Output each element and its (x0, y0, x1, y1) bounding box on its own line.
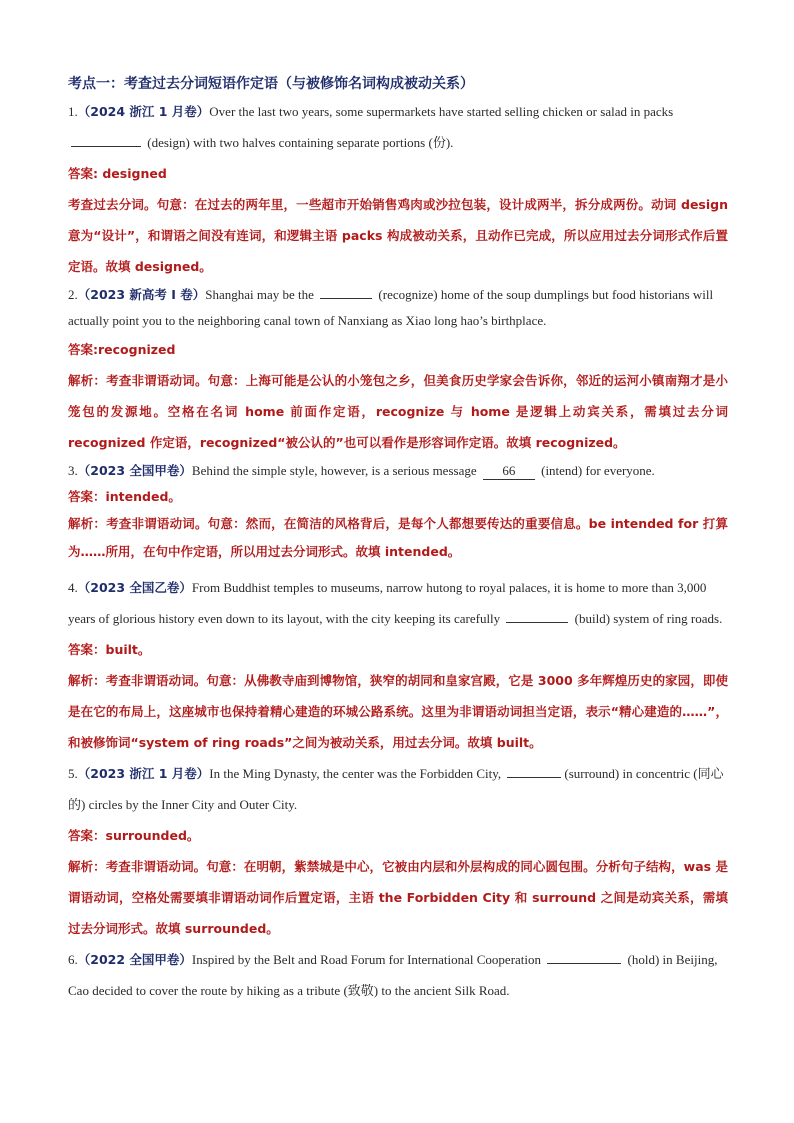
question-number: 4. (68, 580, 78, 595)
question-source: （2023 全国乙卷） (77, 580, 192, 595)
question-text: In the Ming Dynasty, the center was the Forbidden City, (209, 766, 502, 781)
question-text: Behind the simple style, however, is a serious message (191, 463, 477, 478)
question-text: From Buddhist temples to museums, narrow hutong to royal palaces, it is home to more than 3,000 years of glorious history even down to its layout, with the city keeping its carefully (68, 580, 707, 626)
question-number: 3. (68, 463, 78, 478)
answer-blank[interactable] (507, 777, 561, 778)
question-text: (recognize) home of the soup dumplings but food historians will actually point you to the neighboring canal town of Nanxiang as Xiao long hao’s birthplace. (68, 287, 714, 328)
question-text: (build) system of ring roads. (574, 611, 723, 626)
answer-blank[interactable] (320, 298, 372, 299)
question-text: (intend) for everyone. (541, 463, 655, 478)
question-text: Inspired by the Belt and Road Forum for International Cooperation (191, 952, 542, 967)
question-2 (68, 282, 728, 334)
answer-line: 答案: designed (68, 166, 167, 181)
question-5 (68, 758, 728, 820)
explanation: 解析：考查非谓语动词。句意：上海可能是公认的小笼包之乡，但美食历史学家会告诉你，邻近的运河小镇南翔才是小笼包的发源地。空格在名词 home 前面作定语，recognize 与 home 是逻辑上动宾关系，需填过去分词 recognized 作定语，recognized“被公认的”也可以看作是形容词作定语。故填 recognized。 (68, 373, 728, 450)
question-text: Shanghai may be the (205, 287, 314, 302)
section-heading: 考点一：考查过去分词短语作定语（与被修饰名词构成被动关系） (68, 76, 474, 92)
answer-line: 答案：intended。 (68, 489, 181, 504)
question-source: （2023 浙江 1 月卷） (77, 766, 210, 781)
content-area (68, 74, 728, 1006)
explanation: 解析：考查非谓语动词。句意：在明朝，紫禁城是中心，它被由内层和外层构成的同心圆包围。分析句子结构，was 是谓语动词，空格处需要填非谓语动词作后置定语，主语 the Forbidden City 和 surround 之间是动宾关系，需填过去分词形式。故填 surrounded。 (68, 859, 728, 936)
question-source: （2024 浙江 1 月卷） (77, 104, 210, 119)
explanation: 考查过去分词。句意：在过去的两年里，一些超市开始销售鸡肉或沙拉包装，设计成两半，拆分成两份。动词 design 意为“设计”，和谓语之间没有连词，和逻辑主语 packs 构成被动关系，且动作已完成，所以应用过去分词形式作后置定语。故填 designed。 (68, 197, 728, 274)
question-text: (hold) in Beijing, Cao decided to cover the route by hiking as a tribute (致敬) to the ancient Silk Road. (68, 952, 718, 998)
question-source: （2023 全国甲卷） (77, 463, 192, 478)
question-text: (surround) in concentric (同心的) circles by the Inner City and Outer City. (68, 766, 724, 812)
answer-line: 答案:recognized (68, 342, 176, 357)
question-text: (design) with two halves containing separate portions (份). (147, 135, 454, 150)
question-source: （2022 全国甲卷） (77, 952, 192, 967)
explanation: 解析：考查非谓语动词。句意：然而，在简洁的风格背后，是每个人都想要传达的重要信息。be intended for 打算为……所用，在句中作定语，所以用过去分词形式。故填 intended。 (68, 516, 728, 559)
question-6 (68, 944, 728, 1006)
answer-blank[interactable]: 66 (483, 463, 535, 480)
answer-blank[interactable] (71, 146, 141, 147)
answer-blank[interactable] (506, 622, 568, 623)
question-number: 2. (68, 287, 78, 302)
question-number: 5. (68, 766, 78, 781)
question-source: （2023 新高考 I 卷） (77, 287, 206, 302)
question-1 (68, 96, 728, 158)
question-number: 1. (68, 104, 78, 119)
question-3 (68, 458, 728, 484)
answer-line: 答案：surrounded。 (68, 828, 200, 843)
answer-line: 答案：built。 (68, 642, 151, 657)
question-text: Over the last two years, some supermarkets have started selling chicken or salad in packs (209, 104, 674, 119)
explanation: 解析：考查非谓语动词。句意：从佛教寺庙到博物馆，狭窄的胡同和皇家宫殿，它是 3000 多年辉煌历史的家园，即使是在它的布局上，这座城市也保持着精心建造的环城公路系统。这里为非谓语动词担当定语，表示“精心建造的……”，和被修饰词“system of ring roads”之间为被动关系，用过去分词。故填 built。 (68, 673, 728, 750)
question-number: 6. (68, 952, 78, 967)
answer-blank[interactable] (547, 963, 621, 964)
question-4 (68, 572, 728, 634)
